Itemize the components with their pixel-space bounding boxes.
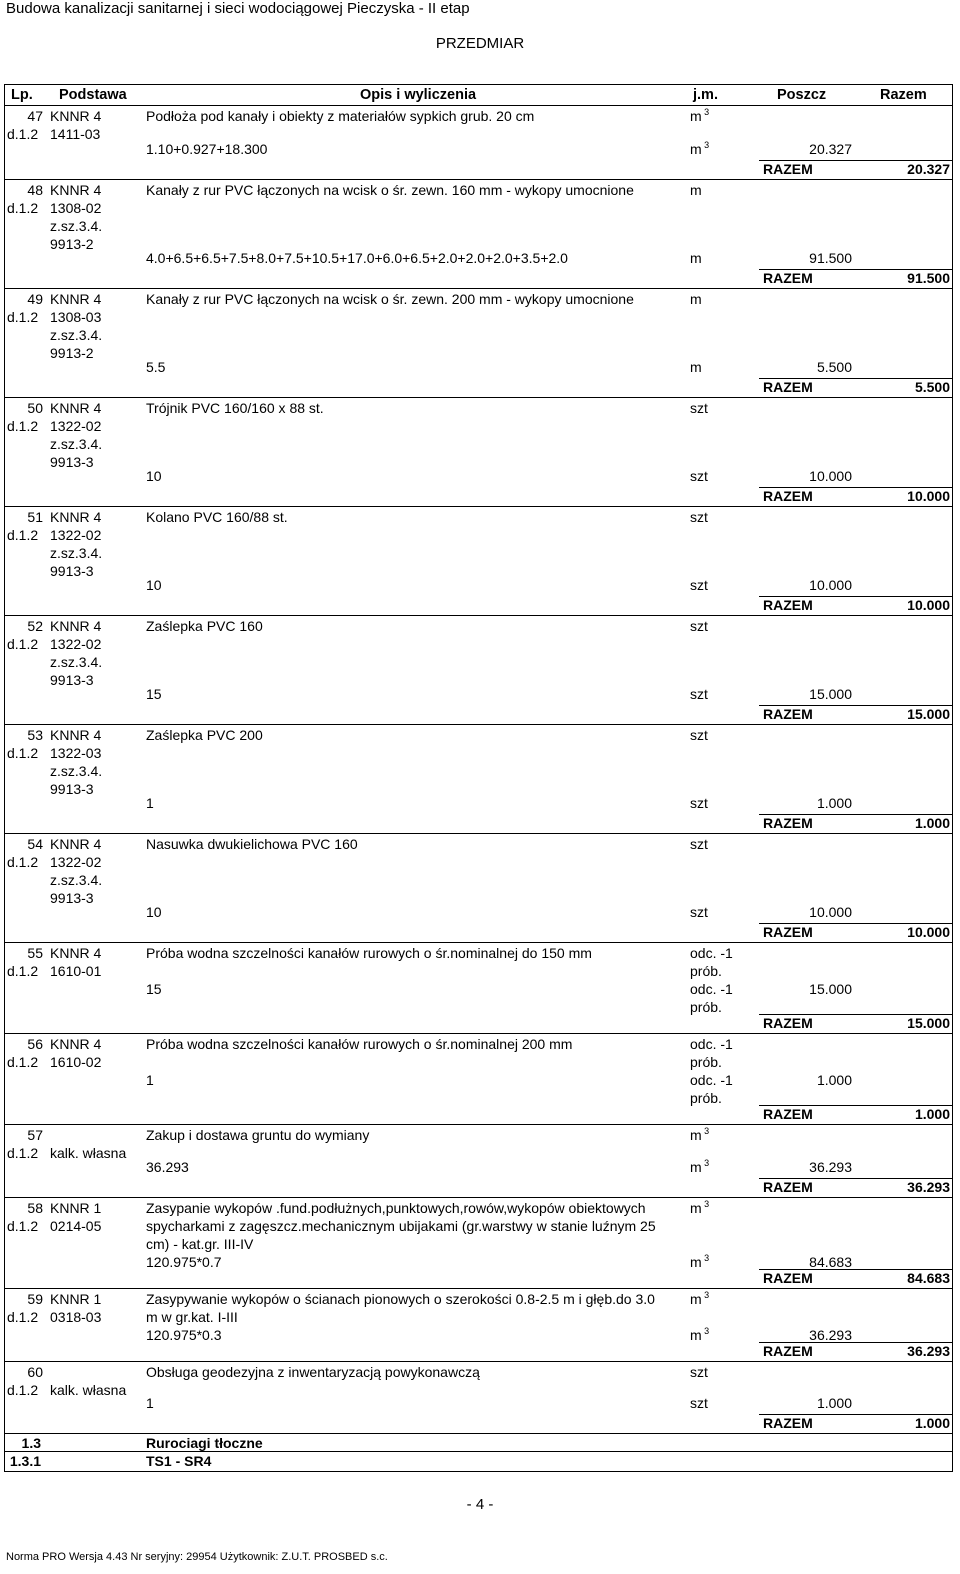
item-calc-unit: m $^3$ — [690, 1158, 710, 1175]
item-calc-unit: m — [690, 250, 702, 266]
item-lp: 48 — [27, 182, 43, 198]
total-label: RAZEM — [763, 161, 813, 177]
row-divider — [5, 1288, 952, 1289]
item-unit-line2: prób. — [690, 963, 722, 979]
total-label: RAZEM — [763, 1015, 813, 1031]
total-value: 10.000 — [907, 488, 950, 504]
col-podstawa: Podstawa — [59, 87, 127, 103]
item-lp: 57 — [27, 1127, 43, 1143]
item-calc-unit: szt — [690, 577, 708, 593]
section-title: Rurociagi tłoczne — [146, 1435, 263, 1451]
item-podstawa-line: 1322-02 — [50, 636, 102, 652]
item-description: Obsługa geodezyjna z inwentaryzacją powykonawczą — [146, 1364, 480, 1380]
item-unit-line2: prób. — [690, 1054, 722, 1070]
item-description-line: Zasypanie wykopów .fund.podłużnych,punktowych,rowów,wykopów obiektowych — [146, 1200, 646, 1216]
row-divider — [5, 615, 952, 616]
item-podstawa-line: 0318-03 — [50, 1309, 102, 1325]
item-calc-unit: m $^3$ — [690, 1253, 710, 1270]
item-unit: szt — [690, 836, 708, 852]
total-label: RAZEM — [763, 379, 813, 395]
document-title: Budowa kanalizacji sanitarnej i sieci wodociągowej Pieczyska - II etap — [6, 0, 470, 17]
item-calc-unit: m — [690, 359, 702, 375]
item-partial-value: 84.683 — [809, 1254, 852, 1270]
item-unit: szt — [690, 509, 708, 525]
total-label: RAZEM — [763, 1270, 813, 1286]
row-divider — [5, 288, 952, 289]
total-value: 36.293 — [907, 1343, 950, 1359]
item-podstawa-line: z.sz.3.4. — [50, 218, 103, 234]
item-podstawa-line: 9913-3 — [50, 781, 94, 797]
item-total-row — [759, 1342, 953, 1361]
item-unit: m — [690, 291, 702, 307]
item-partial-value: 36.293 — [809, 1159, 852, 1175]
total-value: 5.500 — [914, 379, 950, 395]
item-description-line: m w gr.kat. I-III — [146, 1309, 238, 1325]
section-number: 1.3.1 — [9, 1453, 41, 1469]
item-total-row — [759, 487, 953, 506]
item-unit: m $^3$ — [690, 1290, 710, 1307]
item-unit: m $^3$ — [690, 107, 710, 124]
item-section: d.1.2 — [7, 1309, 39, 1325]
item-podstawa-line: 1308-02 — [50, 200, 102, 216]
item-description: Kanały z rur PVC łączonych na wcisk o śr. zewn. 200 mm - wykopy umocnione — [146, 291, 634, 307]
item-podstawa-line: KNNR 4 — [50, 945, 102, 961]
item-podstawa-line: KNNR 4 — [50, 108, 102, 124]
item-unit: szt — [690, 618, 708, 634]
item-section: d.1.2 — [7, 854, 39, 870]
item-partial-value: 1.000 — [816, 1395, 852, 1411]
item-lp: 49 — [27, 291, 43, 307]
item-podstawa-line: 0214-05 — [50, 1218, 102, 1234]
item-partial-value: 1.000 — [816, 1072, 852, 1088]
row-divider — [5, 1361, 952, 1362]
item-calculation: 1 — [146, 1395, 154, 1411]
item-partial-value: 10.000 — [809, 904, 852, 920]
col-jm: j.m. — [693, 87, 718, 103]
item-podstawa-line: KNNR 4 — [50, 182, 102, 198]
row-divider — [5, 179, 952, 180]
item-section: d.1.2 — [7, 527, 39, 543]
item-podstawa-line: 9913-3 — [50, 454, 94, 470]
item-podstawa-line: KNNR 4 — [50, 1036, 102, 1052]
item-calc-unit: m $^3$ — [690, 140, 710, 157]
item-calculation: 120.975*0.7 — [146, 1254, 222, 1270]
item-calculation: 10 — [146, 577, 162, 593]
item-podstawa-line: KNNR 1 — [50, 1291, 102, 1307]
item-lp: 59 — [27, 1291, 43, 1307]
item-podstawa-line: KNNR 4 — [50, 727, 102, 743]
item-calculation: 5.5 — [146, 359, 166, 375]
item-partial-value: 36.293 — [809, 1327, 852, 1343]
item-description: Kolano PVC 160/88 st. — [146, 509, 288, 525]
total-value: 36.293 — [907, 1179, 950, 1195]
item-section: d.1.2 — [7, 309, 39, 325]
item-podstawa-line: 9913-3 — [50, 890, 94, 906]
item-podstawa-line: KNNR 4 — [50, 618, 102, 634]
item-podstawa-line: KNNR 1 — [50, 1200, 102, 1216]
item-description: Podłoża pod kanały i obiekty z materiałów sypkich grub. 20 cm — [146, 108, 535, 124]
item-total-row — [759, 1014, 953, 1033]
item-description-line: Zasypywanie wykopów o ścianach pionowych o szerokości 0.8-2.5 m i głęb.do 3.0 — [146, 1291, 655, 1307]
item-podstawa-line: z.sz.3.4. — [50, 436, 103, 452]
item-description: Trójnik PVC 160/160 x 88 st. — [146, 400, 324, 416]
item-podstawa-line: 1610-01 — [50, 963, 102, 979]
section-divider — [5, 1433, 952, 1434]
row-divider — [5, 1124, 952, 1125]
total-label: RAZEM — [763, 1415, 813, 1431]
item-partial-value: 15.000 — [809, 981, 852, 997]
total-value: 10.000 — [907, 924, 950, 940]
item-podstawa-line: z.sz.3.4. — [50, 763, 103, 779]
item-calc-unit: szt — [690, 1395, 708, 1411]
item-lp: 55 — [27, 945, 43, 961]
total-value: 91.500 — [907, 270, 950, 286]
row-divider — [5, 724, 952, 725]
item-partial-value: 5.500 — [816, 359, 852, 375]
item-podstawa-line: 1322-02 — [50, 527, 102, 543]
total-value: 15.000 — [907, 706, 950, 722]
item-podstawa-line: kalk. własna — [50, 1382, 127, 1398]
item-calculation: 4.0+6.5+6.5+7.5+8.0+7.5+10.5+17.0+6.0+6.5+2.0+2.0+2.0+3.5+2.0 — [146, 250, 568, 266]
item-calculation: 1 — [146, 1072, 154, 1088]
item-calculation: 1.10+0.927+18.300 — [146, 141, 268, 157]
document-subtitle: PRZEDMIAR — [435, 35, 525, 52]
item-calc-unit-line2: prób. — [690, 999, 722, 1015]
item-podstawa-line: 9913-2 — [50, 236, 94, 252]
item-lp: 50 — [27, 400, 43, 416]
item-total-row — [759, 269, 953, 288]
item-podstawa-line: 9913-3 — [50, 563, 94, 579]
total-label: RAZEM — [763, 1106, 813, 1122]
item-total-row — [759, 1269, 953, 1288]
item-calculation: 120.975*0.3 — [146, 1327, 222, 1343]
item-lp: 47 — [27, 108, 43, 124]
item-description: Nasuwka dwukielichowa PVC 160 — [146, 836, 358, 852]
item-calc-unit: szt — [690, 904, 708, 920]
total-value: 15.000 — [907, 1015, 950, 1031]
row-divider — [5, 397, 952, 398]
total-label: RAZEM — [763, 706, 813, 722]
item-total-row — [759, 160, 953, 179]
item-podstawa-line: KNNR 4 — [50, 509, 102, 525]
item-podstawa-line: z.sz.3.4. — [50, 327, 103, 343]
item-podstawa-line: 9913-3 — [50, 672, 94, 688]
item-unit: szt — [690, 727, 708, 743]
row-divider — [5, 506, 952, 507]
item-calc-unit: szt — [690, 795, 708, 811]
item-calc-unit: szt — [690, 686, 708, 702]
item-description: Zaślepka PVC 200 — [146, 727, 263, 743]
total-value: 20.327 — [907, 161, 950, 177]
total-value: 1.000 — [914, 1415, 950, 1431]
item-section: d.1.2 — [7, 636, 39, 652]
item-podstawa-line: 1610-02 — [50, 1054, 102, 1070]
item-lp: 52 — [27, 618, 43, 634]
item-podstawa-line: z.sz.3.4. — [50, 654, 103, 670]
section-number: 1.3 — [21, 1435, 41, 1451]
item-podstawa-line: 1411-03 — [50, 126, 101, 142]
item-total-row — [759, 378, 953, 397]
item-calculation: 10 — [146, 904, 162, 920]
item-calculation: 1 — [146, 795, 154, 811]
item-unit: m $^3$ — [690, 1199, 710, 1216]
col-razem: Razem — [880, 87, 927, 103]
item-description: Próba wodna szczelności kanałów rurowych o śr.nominalnej 200 mm — [146, 1036, 573, 1052]
item-calculation: 15 — [146, 981, 162, 997]
total-label: RAZEM — [763, 597, 813, 613]
item-podstawa-line: 1322-02 — [50, 854, 102, 870]
item-partial-value: 10.000 — [809, 468, 852, 484]
item-calc-unit: m $^3$ — [690, 1326, 710, 1343]
item-total-row — [759, 1178, 953, 1197]
item-partial-value: 10.000 — [809, 577, 852, 593]
item-lp: 53 — [27, 727, 43, 743]
col-lp: Lp. — [11, 87, 33, 103]
item-total-row — [759, 1414, 953, 1433]
item-podstawa-line: 1322-02 — [50, 418, 102, 434]
total-label: RAZEM — [763, 270, 813, 286]
item-section: d.1.2 — [7, 126, 39, 142]
item-section: d.1.2 — [7, 1382, 39, 1398]
item-podstawa-line: z.sz.3.4. — [50, 545, 103, 561]
col-opis: Opis i wyliczenia — [360, 87, 477, 103]
item-total-row — [759, 923, 953, 942]
table-header — [5, 85, 952, 106]
item-unit: odc. -1 — [690, 1036, 733, 1052]
item-podstawa-line: 1308-03 — [50, 309, 102, 325]
item-section: d.1.2 — [7, 1054, 39, 1070]
item-podstawa-line: 9913-2 — [50, 345, 94, 361]
item-calc-unit: szt — [690, 468, 708, 484]
total-label: RAZEM — [763, 1343, 813, 1359]
item-section: d.1.2 — [7, 1145, 39, 1161]
item-section: d.1.2 — [7, 418, 39, 434]
item-calculation: 10 — [146, 468, 162, 484]
item-total-row — [759, 705, 953, 724]
item-lp: 56 — [27, 1036, 43, 1052]
row-divider — [5, 1197, 952, 1198]
item-description-line: cm) - kat.gr. III-IV — [146, 1236, 254, 1252]
item-lp: 60 — [27, 1364, 43, 1380]
item-section: d.1.2 — [7, 745, 39, 761]
item-podstawa-line: z.sz.3.4. — [50, 872, 103, 888]
item-podstawa-line: KNNR 4 — [50, 400, 102, 416]
total-value: 1.000 — [914, 1106, 950, 1122]
item-section: d.1.2 — [7, 963, 39, 979]
row-divider — [5, 1033, 952, 1034]
item-description: Próba wodna szczelności kanałów rurowych o śr.nominalnej do 150 mm — [146, 945, 592, 961]
item-lp: 51 — [27, 509, 43, 525]
item-podstawa-line: kalk. własna — [50, 1145, 127, 1161]
item-calc-unit-line2: prób. — [690, 1090, 722, 1106]
item-calculation: 15 — [146, 686, 162, 702]
item-podstawa-line: 1322-03 — [50, 745, 102, 761]
item-partial-value: 15.000 — [809, 686, 852, 702]
item-partial-value: 91.500 — [809, 250, 852, 266]
item-unit: odc. -1 — [690, 945, 733, 961]
total-value: 10.000 — [907, 597, 950, 613]
item-unit: m $^3$ — [690, 1126, 710, 1143]
item-partial-value: 1.000 — [816, 795, 852, 811]
page-number: - 4 - — [466, 1496, 494, 1513]
item-calculation: 36.293 — [146, 1159, 189, 1175]
item-section: d.1.2 — [7, 200, 39, 216]
col-poszcz: Poszcz — [777, 87, 827, 103]
item-description: Kanały z rur PVC łączonych na wcisk o śr. zewn. 160 mm - wykopy umocnione — [146, 182, 634, 198]
item-section: d.1.2 — [7, 1218, 39, 1234]
software-footer: Norma PRO Wersja 4.43 Nr seryjny: 29954 Użytkownik: Z.U.T. PROSBED s.c. — [6, 1551, 388, 1563]
item-description: Zakup i dostawa gruntu do wymiany — [146, 1127, 370, 1143]
item-podstawa-line: KNNR 4 — [50, 291, 102, 307]
row-divider — [5, 942, 952, 943]
item-unit: szt — [690, 400, 708, 416]
total-label: RAZEM — [763, 1179, 813, 1195]
item-total-row — [759, 596, 953, 615]
total-label: RAZEM — [763, 815, 813, 831]
total-label: RAZEM — [763, 924, 813, 940]
total-value: 1.000 — [914, 815, 950, 831]
item-podstawa-line: KNNR 4 — [50, 836, 102, 852]
item-lp: 58 — [27, 1200, 43, 1216]
item-calc-unit: odc. -1 — [690, 981, 733, 997]
row-divider — [5, 833, 952, 834]
item-total-row — [759, 1105, 953, 1124]
total-label: RAZEM — [763, 488, 813, 504]
total-value: 84.683 — [907, 1270, 950, 1286]
item-lp: 54 — [27, 836, 43, 852]
item-calc-unit: odc. -1 — [690, 1072, 733, 1088]
section-title: TS1 - SR4 — [146, 1453, 212, 1469]
item-total-row — [759, 814, 953, 833]
section-divider — [5, 1451, 952, 1452]
item-partial-value: 20.327 — [809, 141, 852, 157]
item-description-line: spycharkami z zagęszcz.mechanicznym ubijakami (gr.warstwy w stanie luźnym 25 — [146, 1218, 656, 1234]
item-unit: m — [690, 182, 702, 198]
item-description: Zaślepka PVC 160 — [146, 618, 263, 634]
item-unit: szt — [690, 1364, 708, 1380]
przedmiar-table — [4, 84, 953, 1472]
